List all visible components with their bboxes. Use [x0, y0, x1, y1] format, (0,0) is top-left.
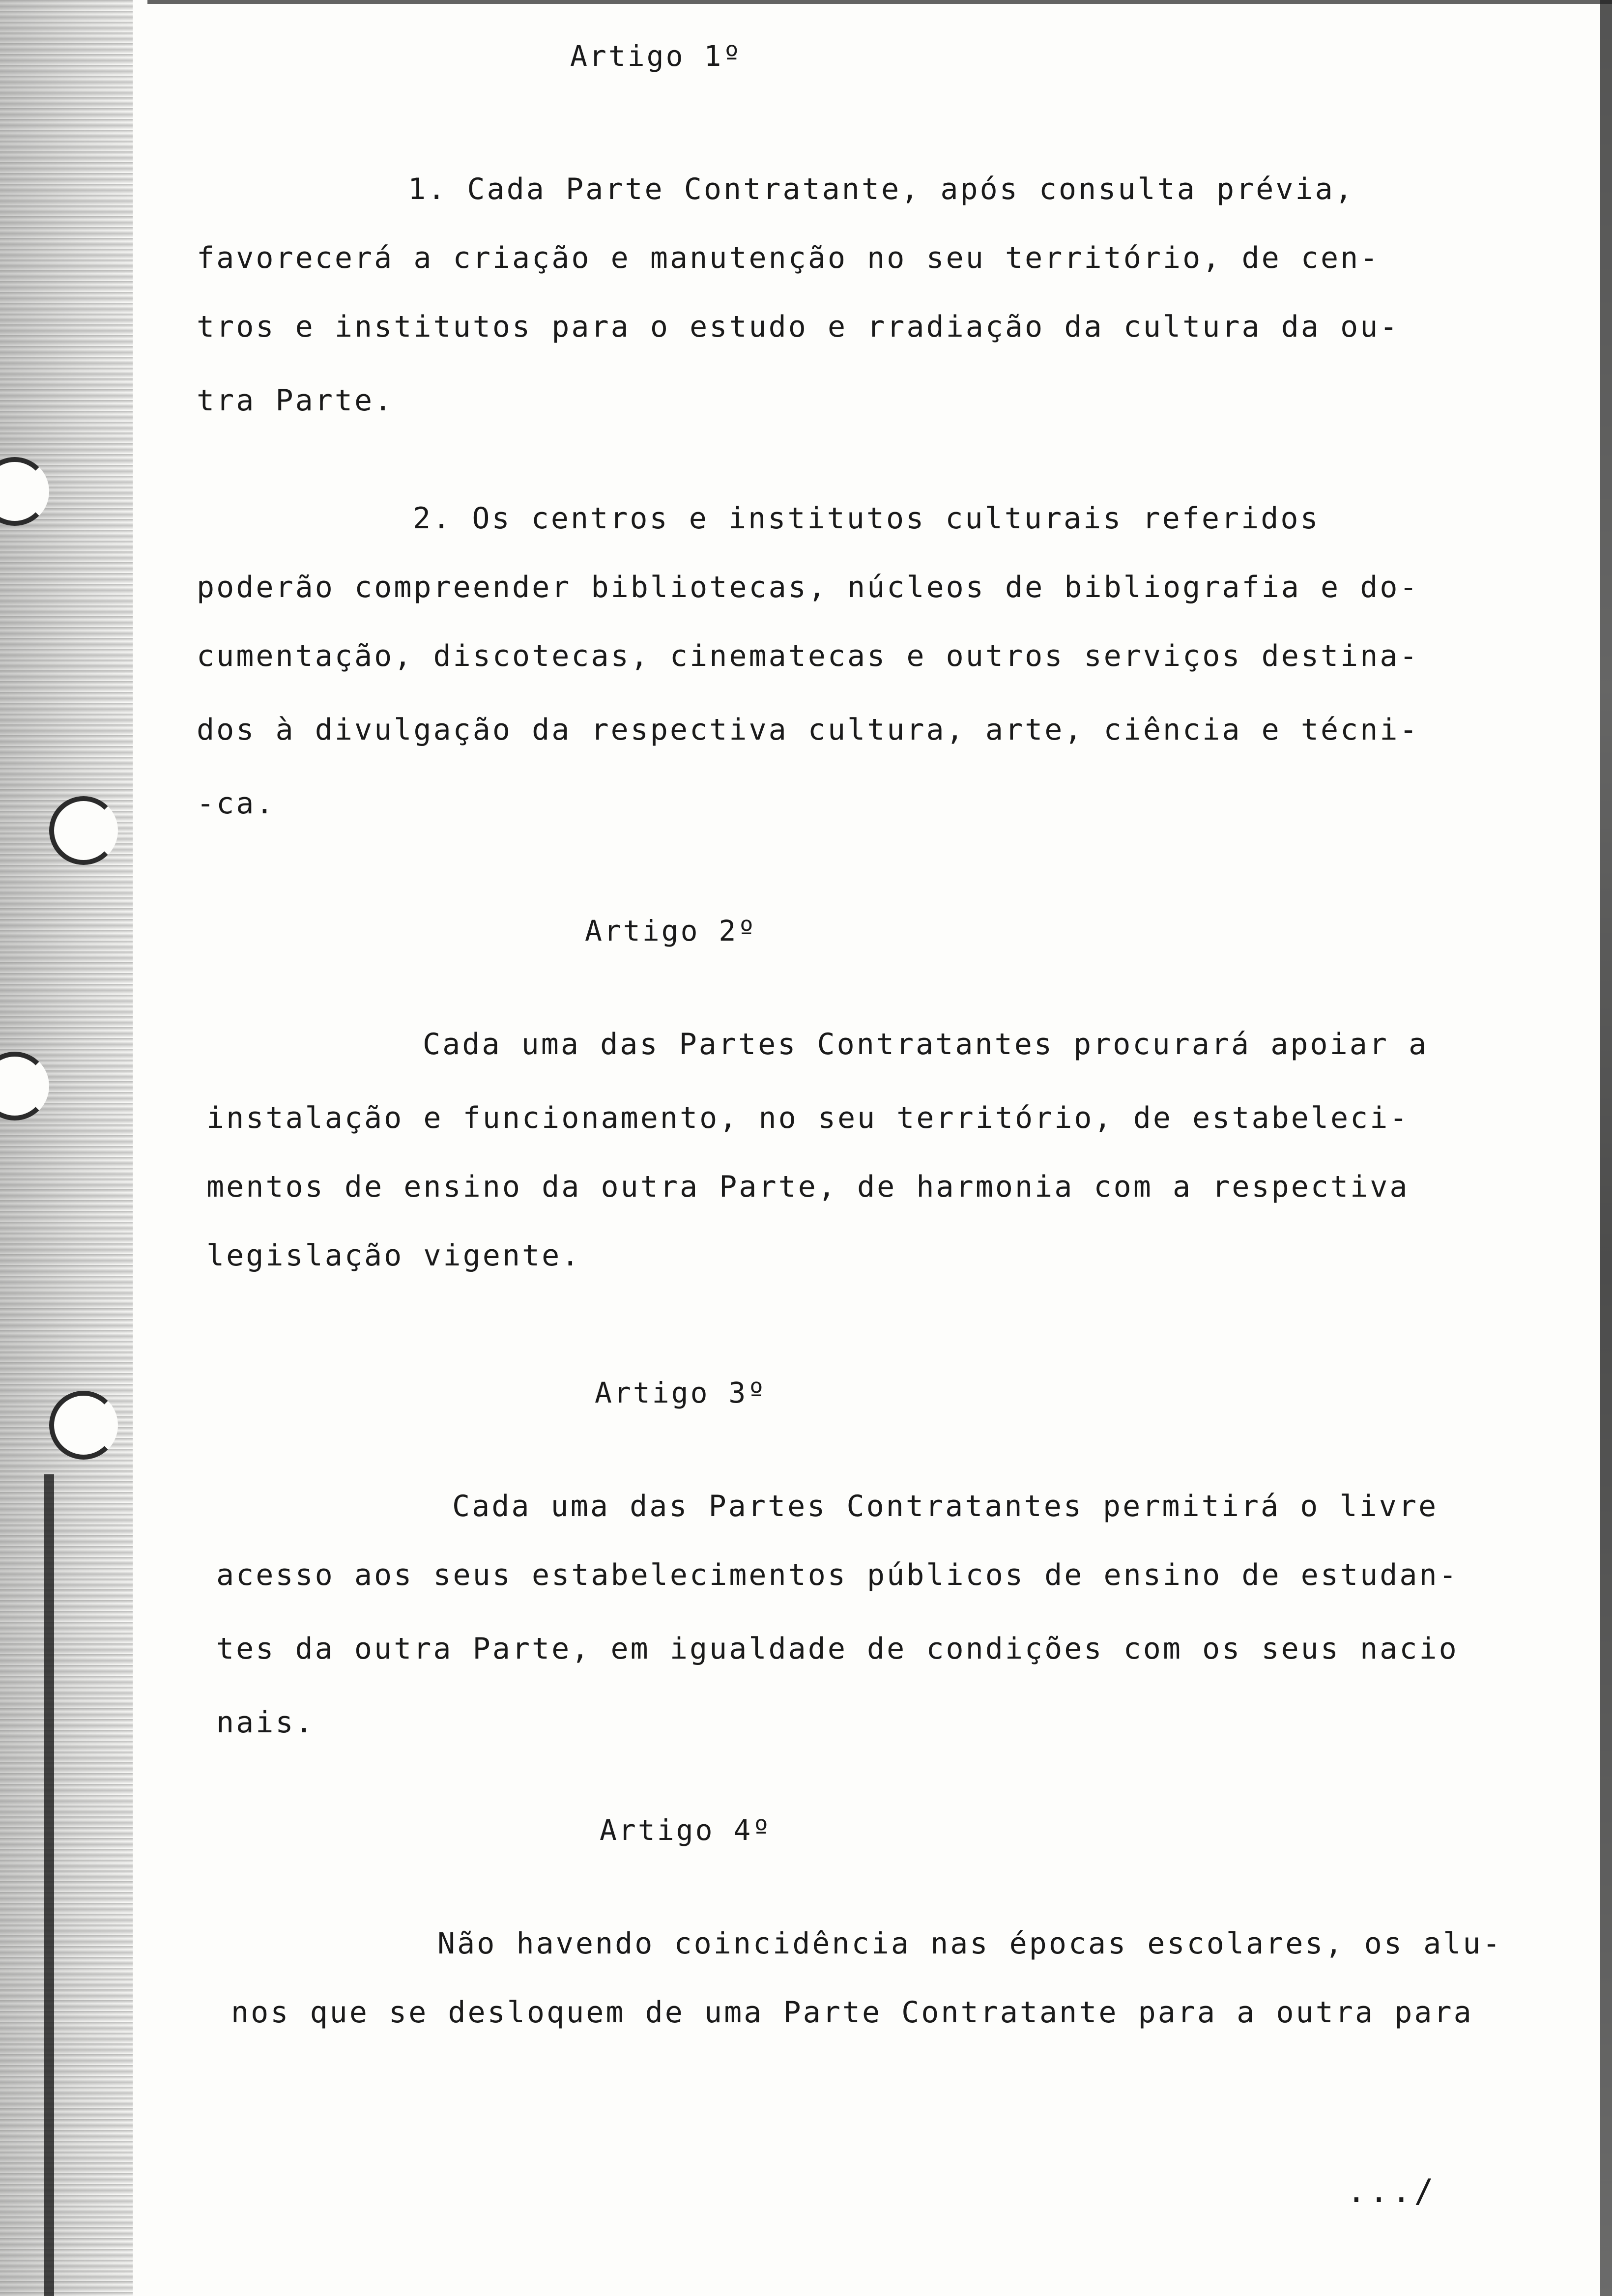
- article-2-line: instalação e funcionamento, no seu território, de estabeleci-: [206, 1101, 1410, 1135]
- article-1-line: dos à divulgação da respectiva cultura, arte, ciência e técni-: [197, 713, 1419, 747]
- scan-right-edge: [1600, 0, 1612, 2296]
- article-1-line: tra Parte.: [197, 383, 394, 418]
- punch-hole: [49, 1391, 118, 1460]
- article-3-line: tes da outra Parte, em igualdade de condições com os seus nacio: [216, 1632, 1459, 1666]
- article-2-line: legislação vigente.: [206, 1238, 581, 1273]
- article-1-line: -ca.: [197, 786, 276, 821]
- article-1-line: cumentação, discotecas, cinematecas e outros serviços destina-: [197, 639, 1419, 673]
- article-2-heading: Artigo 2º: [585, 914, 757, 947]
- scan-left-edge: [0, 0, 133, 2296]
- article-1-line: tros e institutos para o estudo e rradiação da cultura da ou-: [197, 310, 1400, 344]
- continuation-marker: .../: [1347, 2172, 1437, 2210]
- article-3-line: acesso aos seus estabelecimentos públicos de ensino de estudan-: [216, 1558, 1459, 1592]
- article-1-line: 1. Cada Parte Contratante, após consulta prévia,: [408, 172, 1354, 206]
- article-1-heading: Artigo 1º: [570, 39, 743, 73]
- article-2-line: Cada uma das Partes Contratantes procurará apoiar a: [423, 1027, 1429, 1062]
- punch-hole: [49, 796, 118, 865]
- scan-top-edge: [147, 0, 1612, 4]
- article-4-heading: Artigo 4º: [600, 1813, 772, 1847]
- scan-left-binding-line: [44, 1474, 54, 2296]
- article-1-line: 2. Os centros e institutos culturais referidos: [413, 501, 1320, 536]
- article-4-line: nos que se desloquem de uma Parte Contratante para a outra para: [231, 1995, 1473, 2030]
- article-3-heading: Artigo 3º: [595, 1376, 767, 1409]
- article-2-line: mentos de ensino da outra Parte, de harmonia com a respectiva: [206, 1170, 1410, 1204]
- article-3-line: nais.: [216, 1705, 315, 1740]
- article-1-line: poderão compreender bibliotecas, núcleos de bibliografia e do-: [197, 570, 1419, 604]
- article-3-line: Cada uma das Partes Contratantes permitirá o livre: [452, 1489, 1439, 1523]
- article-4-line: Não havendo coincidência nas épocas escolares, os alu-: [437, 1926, 1502, 1961]
- article-1-line: favorecerá a criação e manutenção no seu território, de cen-: [197, 241, 1380, 275]
